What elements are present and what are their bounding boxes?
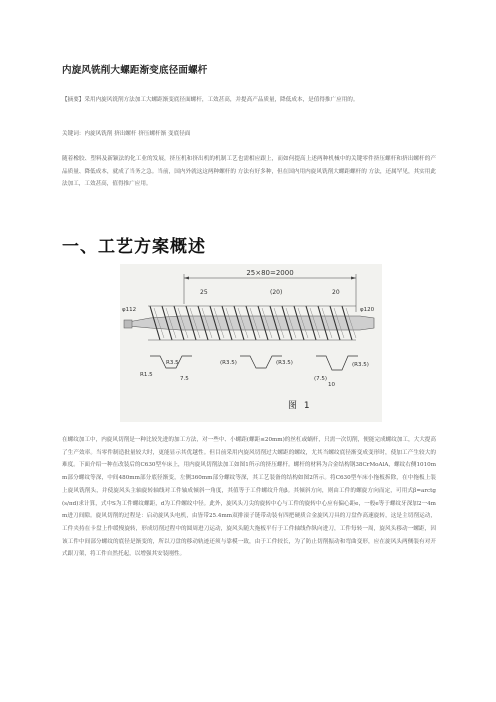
article-title: 内旋风铣削大螺距渐变底径面螺杆 — [62, 65, 208, 76]
body-paragraph: 在螺纹加工中，内旋风切削是一种比较先进的加工方法，对一些中、小螺距(螺距≤20mm)的丝杠或蜗杆，只需一次切削，便能完成螺纹加工，大大提高了生产效率。当零件制造批量较大时，更能显示其优越性。但目前采用内旋风切削过大螺距的螺纹，尤其当螺纹底径渐变成变形时，使加工产生较大的难度。下面介绍一种在改装后的C630型车床上，用内旋风切削法加工如图1所示的挤压螺杆。螺杆的材料为合金结构钢38CrMoAlA，螺纹右侧1010mm部分螺纹等深，中间480mm部分底径渐变，左侧360mm部分螺纹等深，其工艺装备的结构如图2所示。将C630型车床小拖板拆除，在中拖板上装上旋风铣削头，并使旋风头主轴旋转轴线对工件轴成倾斜一角度，其值等于工件螺纹升角β。其倾斜方向，则由工件的螺旋方向而定，可用式β=arctg(s/πd)求计算，式中S为工件螺纹螺距，d为工件螺纹中径。此外，旋风头刀尖的旋转中心与工件的旋转中心应有偏心距e，一般e等于螺纹牙深加2一4mm进刀间隙。旋风切削的过程是：启动旋风头电机，由皆带25.4mm双排滚子链带动装有四把硬质合金旋风刀具的刀盘作高速旋转，这是主切削运动，工件夹持在卡盘上作缓慢旋转，形成切削过程中的圆周进刀运动，旋风头随大拖板平行于工件轴线作纵向进刀，工件每转一周，旋风头移动一螺距，因该工件中间部分螺纹的底径是渐变的，所以刀盘的移动轨迹还须与靠模一致，由于工件较长，为了防止切削振动和弯曲变形，应在旋风头两侧装有对开式跟刀架，将工件自然托起，以增强其安装刚性。 — [62, 437, 436, 558]
dim-right-pitch: 20 — [332, 289, 340, 296]
dim-r4: (R3.5) — [276, 360, 293, 366]
abstract-paragraph: 【摘要】采用内旋风铣削方法加工大螺距渐变底径面螺杆，工效甚高，并提高产品质量，降低成本，是值得推广应用的。 — [62, 97, 359, 103]
dim-angle: 7.5 — [180, 376, 189, 382]
dim-left-pitch: 25 — [200, 289, 208, 296]
dim-d2: φ120 — [360, 307, 375, 313]
figure-label: 图 1 — [288, 401, 312, 411]
dim-r1: R3.5 — [166, 360, 179, 366]
screw-drawing — [120, 264, 382, 422]
intro-paragraph: 随着橡胶、塑料及新颖法的化工业的发展，挤压机和挤出机的机制工艺也需相应跟上，而如何提高上述两种机械中的关键零件挤压螺杆和挤出螺杆的产品质量、降低成本，就成了当务之急。当前，国内外就这这两种螺杆的 方法有好多种，但在国内用内旋风铣削大螺距螺杆的 方法，还属罕见，其实用此法加工，工效甚高，值得推广应用。 — [62, 156, 436, 188]
dim-mid-pitch: (20) — [270, 289, 283, 296]
dim-note: 10 — [328, 382, 335, 388]
dim-r2: R1.5 — [140, 372, 153, 378]
keywords-line: 关键词：内旋风铣削 挤出螺杆 挤压螺杆渐 变底径面 — [62, 131, 191, 137]
dim-total-length: 25×80=2000 — [246, 269, 294, 277]
screw-drawing-figure — [120, 264, 382, 422]
dim-depth: (7.5) — [314, 376, 328, 382]
dim-r3: (R3.5) — [220, 360, 237, 366]
section-heading: 一、工艺方案概述 — [62, 237, 206, 257]
dim-d1: φ112 — [122, 307, 137, 313]
dim-r5: (R3.5) — [352, 362, 369, 368]
